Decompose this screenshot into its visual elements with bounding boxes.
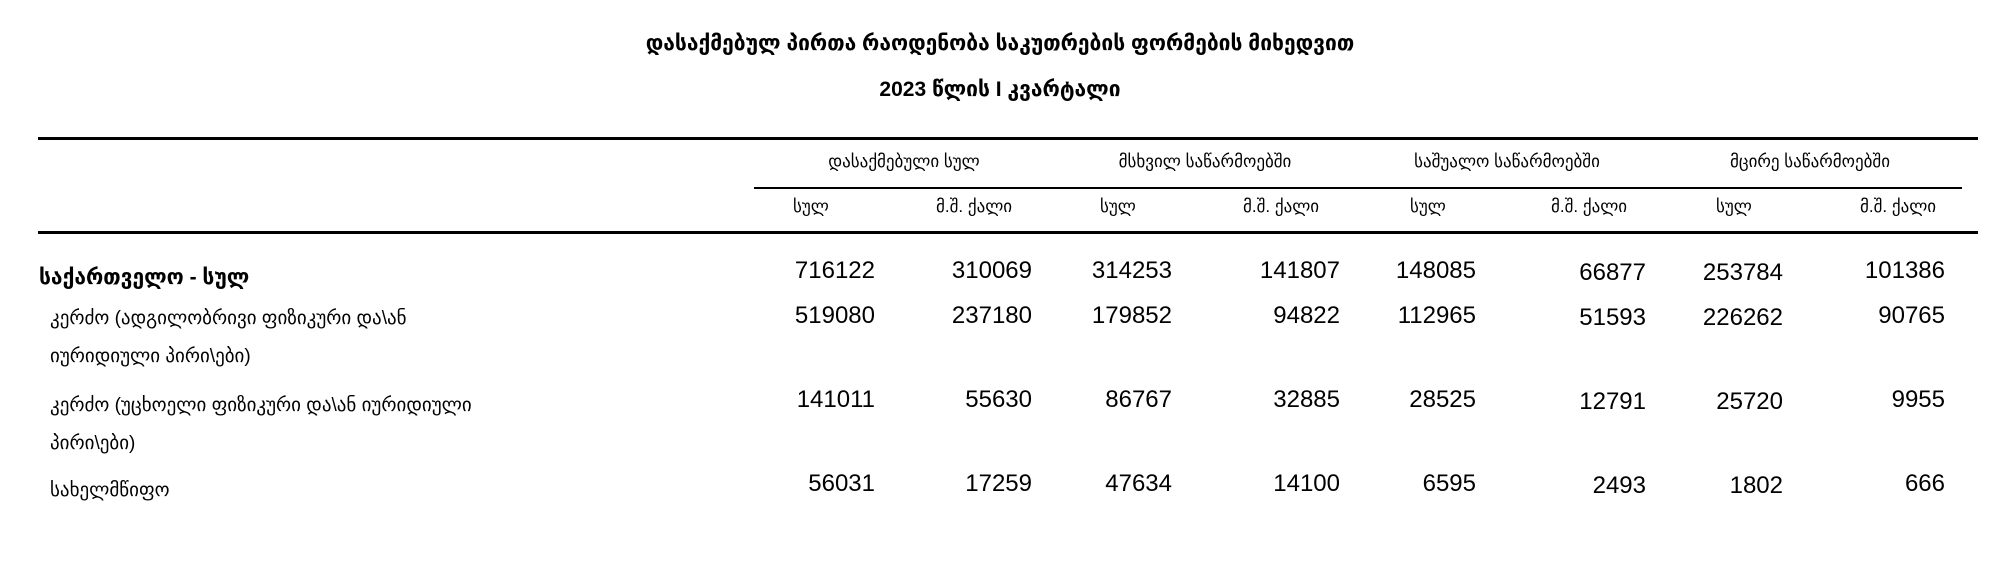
- sub-header-total-female: მ.შ. ქალი: [936, 197, 1013, 216]
- cell-value: 253784: [1702, 259, 1783, 286]
- cell-value: 14100: [1273, 470, 1340, 497]
- cell-value: 314253: [1091, 257, 1172, 284]
- cell-value: 47634: [1105, 470, 1172, 497]
- sub-header-small-female: მ.შ. ქალი: [1860, 197, 1937, 216]
- cell-value: 6595: [1422, 470, 1476, 497]
- cell-value: 141011: [796, 386, 875, 413]
- cell-value: 55630: [965, 386, 1032, 413]
- cell-value: 2493: [1592, 472, 1646, 499]
- sub-header-medium-all: სულ: [1410, 197, 1446, 216]
- row-label: საქართველო - სულ: [39, 266, 250, 289]
- cell-value: 716122: [794, 257, 875, 284]
- cell-value: 12791: [1579, 388, 1646, 415]
- report-title: დასაქმებულ პირთა რაოდენობა საკუთრების ფორმების მიხედვით: [645, 32, 1355, 55]
- row-label: პირი\ები): [50, 433, 136, 454]
- cell-value: 66877: [1579, 259, 1646, 286]
- cell-value: 101386: [1864, 257, 1945, 284]
- row-label: კერძო (ადგილობრივი ფიზიკური და\ან: [50, 308, 407, 329]
- cell-value: 237180: [951, 302, 1032, 329]
- cell-value: 226262: [1702, 304, 1783, 331]
- sub-header-small-all: სულ: [1716, 197, 1752, 216]
- cell-value: 310069: [951, 257, 1032, 284]
- group-header-large: მსხვილ საწარმოებში: [1118, 152, 1292, 171]
- cell-value: 51593: [1579, 304, 1646, 331]
- cell-value: 17259: [965, 470, 1032, 497]
- table-header-bottom-rule: [38, 231, 1978, 234]
- cell-value: 666: [1904, 470, 1945, 497]
- cell-value: 56031: [808, 470, 875, 497]
- table-header-divider: [754, 187, 1962, 189]
- cell-value: 90765: [1878, 302, 1945, 329]
- cell-value: 32885: [1273, 386, 1340, 413]
- cell-value: 9955: [1891, 386, 1945, 413]
- sub-header-large-female: მ.შ. ქალი: [1243, 197, 1320, 216]
- sub-header-large-all: სულ: [1100, 197, 1136, 216]
- cell-value: 1802: [1729, 472, 1783, 499]
- row-label: იურიდიული პირი\ები): [50, 346, 251, 367]
- cell-value: 25720: [1716, 388, 1783, 415]
- cell-value: 141807: [1259, 257, 1340, 284]
- row-label: კერძო (უცხოელი ფიზიკური და\ან იურიდიული: [50, 395, 472, 416]
- report-subtitle: 2023 წლის I კვარტალი: [879, 78, 1121, 101]
- group-header-medium: საშუალო საწარმოებში: [1414, 152, 1600, 171]
- cell-value: 86767: [1105, 386, 1172, 413]
- cell-value: 112965: [1397, 302, 1476, 329]
- cell-value: 28525: [1409, 386, 1476, 413]
- cell-value: 148085: [1395, 257, 1476, 284]
- group-header-total: დასაქმებული სულ: [828, 152, 980, 171]
- cell-value: 519080: [794, 302, 875, 329]
- row-label: სახელმწიფო: [50, 480, 170, 501]
- sub-header-medium-female: მ.შ. ქალი: [1551, 197, 1628, 216]
- sub-header-total-all: სულ: [793, 197, 829, 216]
- cell-value: 179852: [1091, 302, 1172, 329]
- group-header-small: მცირე საწარმოებში: [1729, 152, 1891, 171]
- cell-value: 94822: [1273, 302, 1340, 329]
- table-top-rule: [38, 137, 1978, 140]
